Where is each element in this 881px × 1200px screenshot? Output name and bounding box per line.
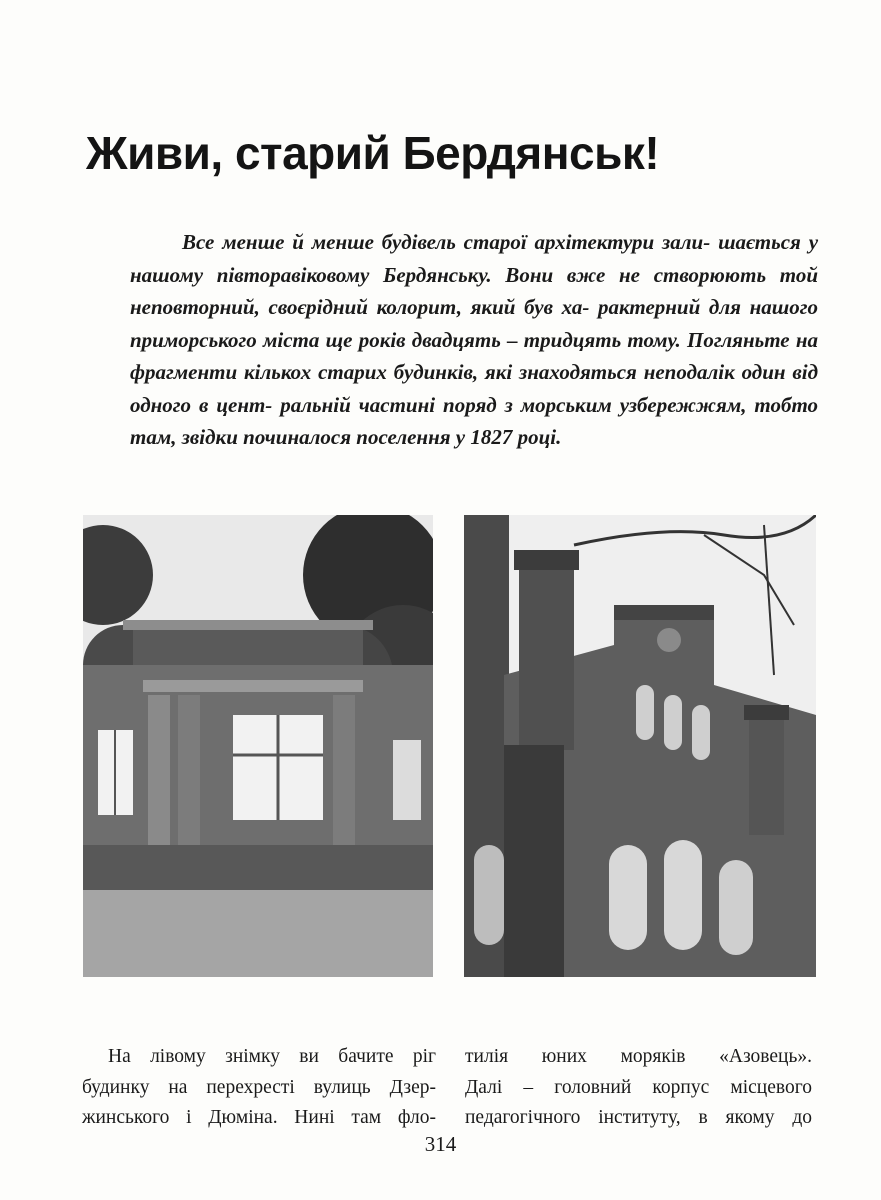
intro-line: Все менше й менше будівель старої архітектури зали- bbox=[182, 230, 711, 254]
body-line: тилія юних моряків «Азовець». bbox=[465, 1046, 812, 1067]
intro-paragraph bbox=[130, 226, 818, 454]
intro-line: будинків, які знаходяться неподалік один від одного в цент- bbox=[130, 360, 819, 417]
page-title: Живи, старий Бердянськ! bbox=[86, 127, 660, 179]
body-line: будинку на перехресті вулиць Дзер- bbox=[82, 1076, 436, 1098]
institute-building-illustration bbox=[464, 515, 816, 977]
house-corner-photo bbox=[83, 515, 433, 977]
intro-line: ральній частині поряд з морським узбережжям, тобто там, bbox=[130, 392, 819, 449]
intro-line: створюють той неповторний, своєрідний колорит, який був ха- bbox=[130, 262, 819, 319]
house-corner-illustration bbox=[83, 515, 433, 977]
page-number: 314 bbox=[424, 1132, 457, 1156]
body-column-right bbox=[465, 1042, 812, 1134]
body-line: Далі – головний корпус місцевого bbox=[465, 1076, 812, 1098]
body-column-left bbox=[82, 1042, 436, 1134]
intro-line: – тридцять тому. Погляньте на фрагменти кількох старих bbox=[130, 327, 818, 384]
intro-line: звідки починалося поселення у 1827 році. bbox=[181, 425, 562, 449]
body-line: На лівому знімку ви бачите ріг bbox=[108, 1046, 436, 1067]
body-line: жинського і Дюміна. Нині там фло- bbox=[82, 1107, 436, 1128]
body-line: педагогічного інституту, в якому до bbox=[465, 1107, 812, 1128]
institute-building-photo bbox=[464, 515, 816, 977]
intro-line: шається у нашому півторавіковому Бердянську. Вони вже не bbox=[130, 230, 819, 287]
intro-line: рактерний для нашого приморського міста ще років двадцять bbox=[130, 295, 818, 352]
